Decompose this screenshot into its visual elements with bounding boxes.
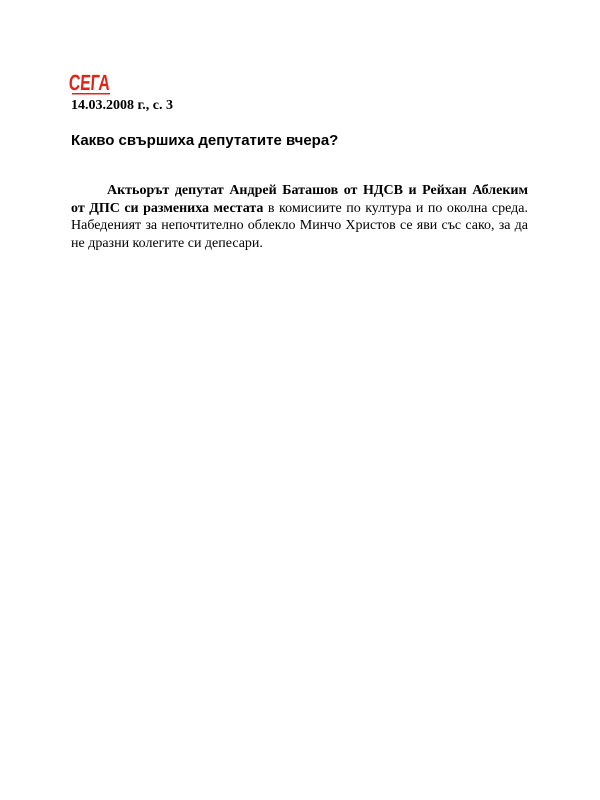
svg-text:СЕГА: СЕГА: [68, 70, 128, 95]
article-headline: Какво свършиха депутатите вчера?: [71, 132, 339, 149]
article-text: в комисиите по култура и по околна среда. Набеденият за непочтително облекло Минчо Христов се яви със сако, за да не дразни колегите си депесари.: [71, 200, 528, 251]
sega-logo: [68, 67, 128, 97]
publication-date: 14.03.2008 г., с. 3: [71, 98, 173, 113]
sega-logo-graphic: [68, 67, 128, 97]
article-body: [71, 182, 528, 252]
article-lead: Актьорът депутат Андрей Баташов от НДСВ и Рейхан Аблеким от ДПС си размениха местата: [71, 183, 528, 216]
